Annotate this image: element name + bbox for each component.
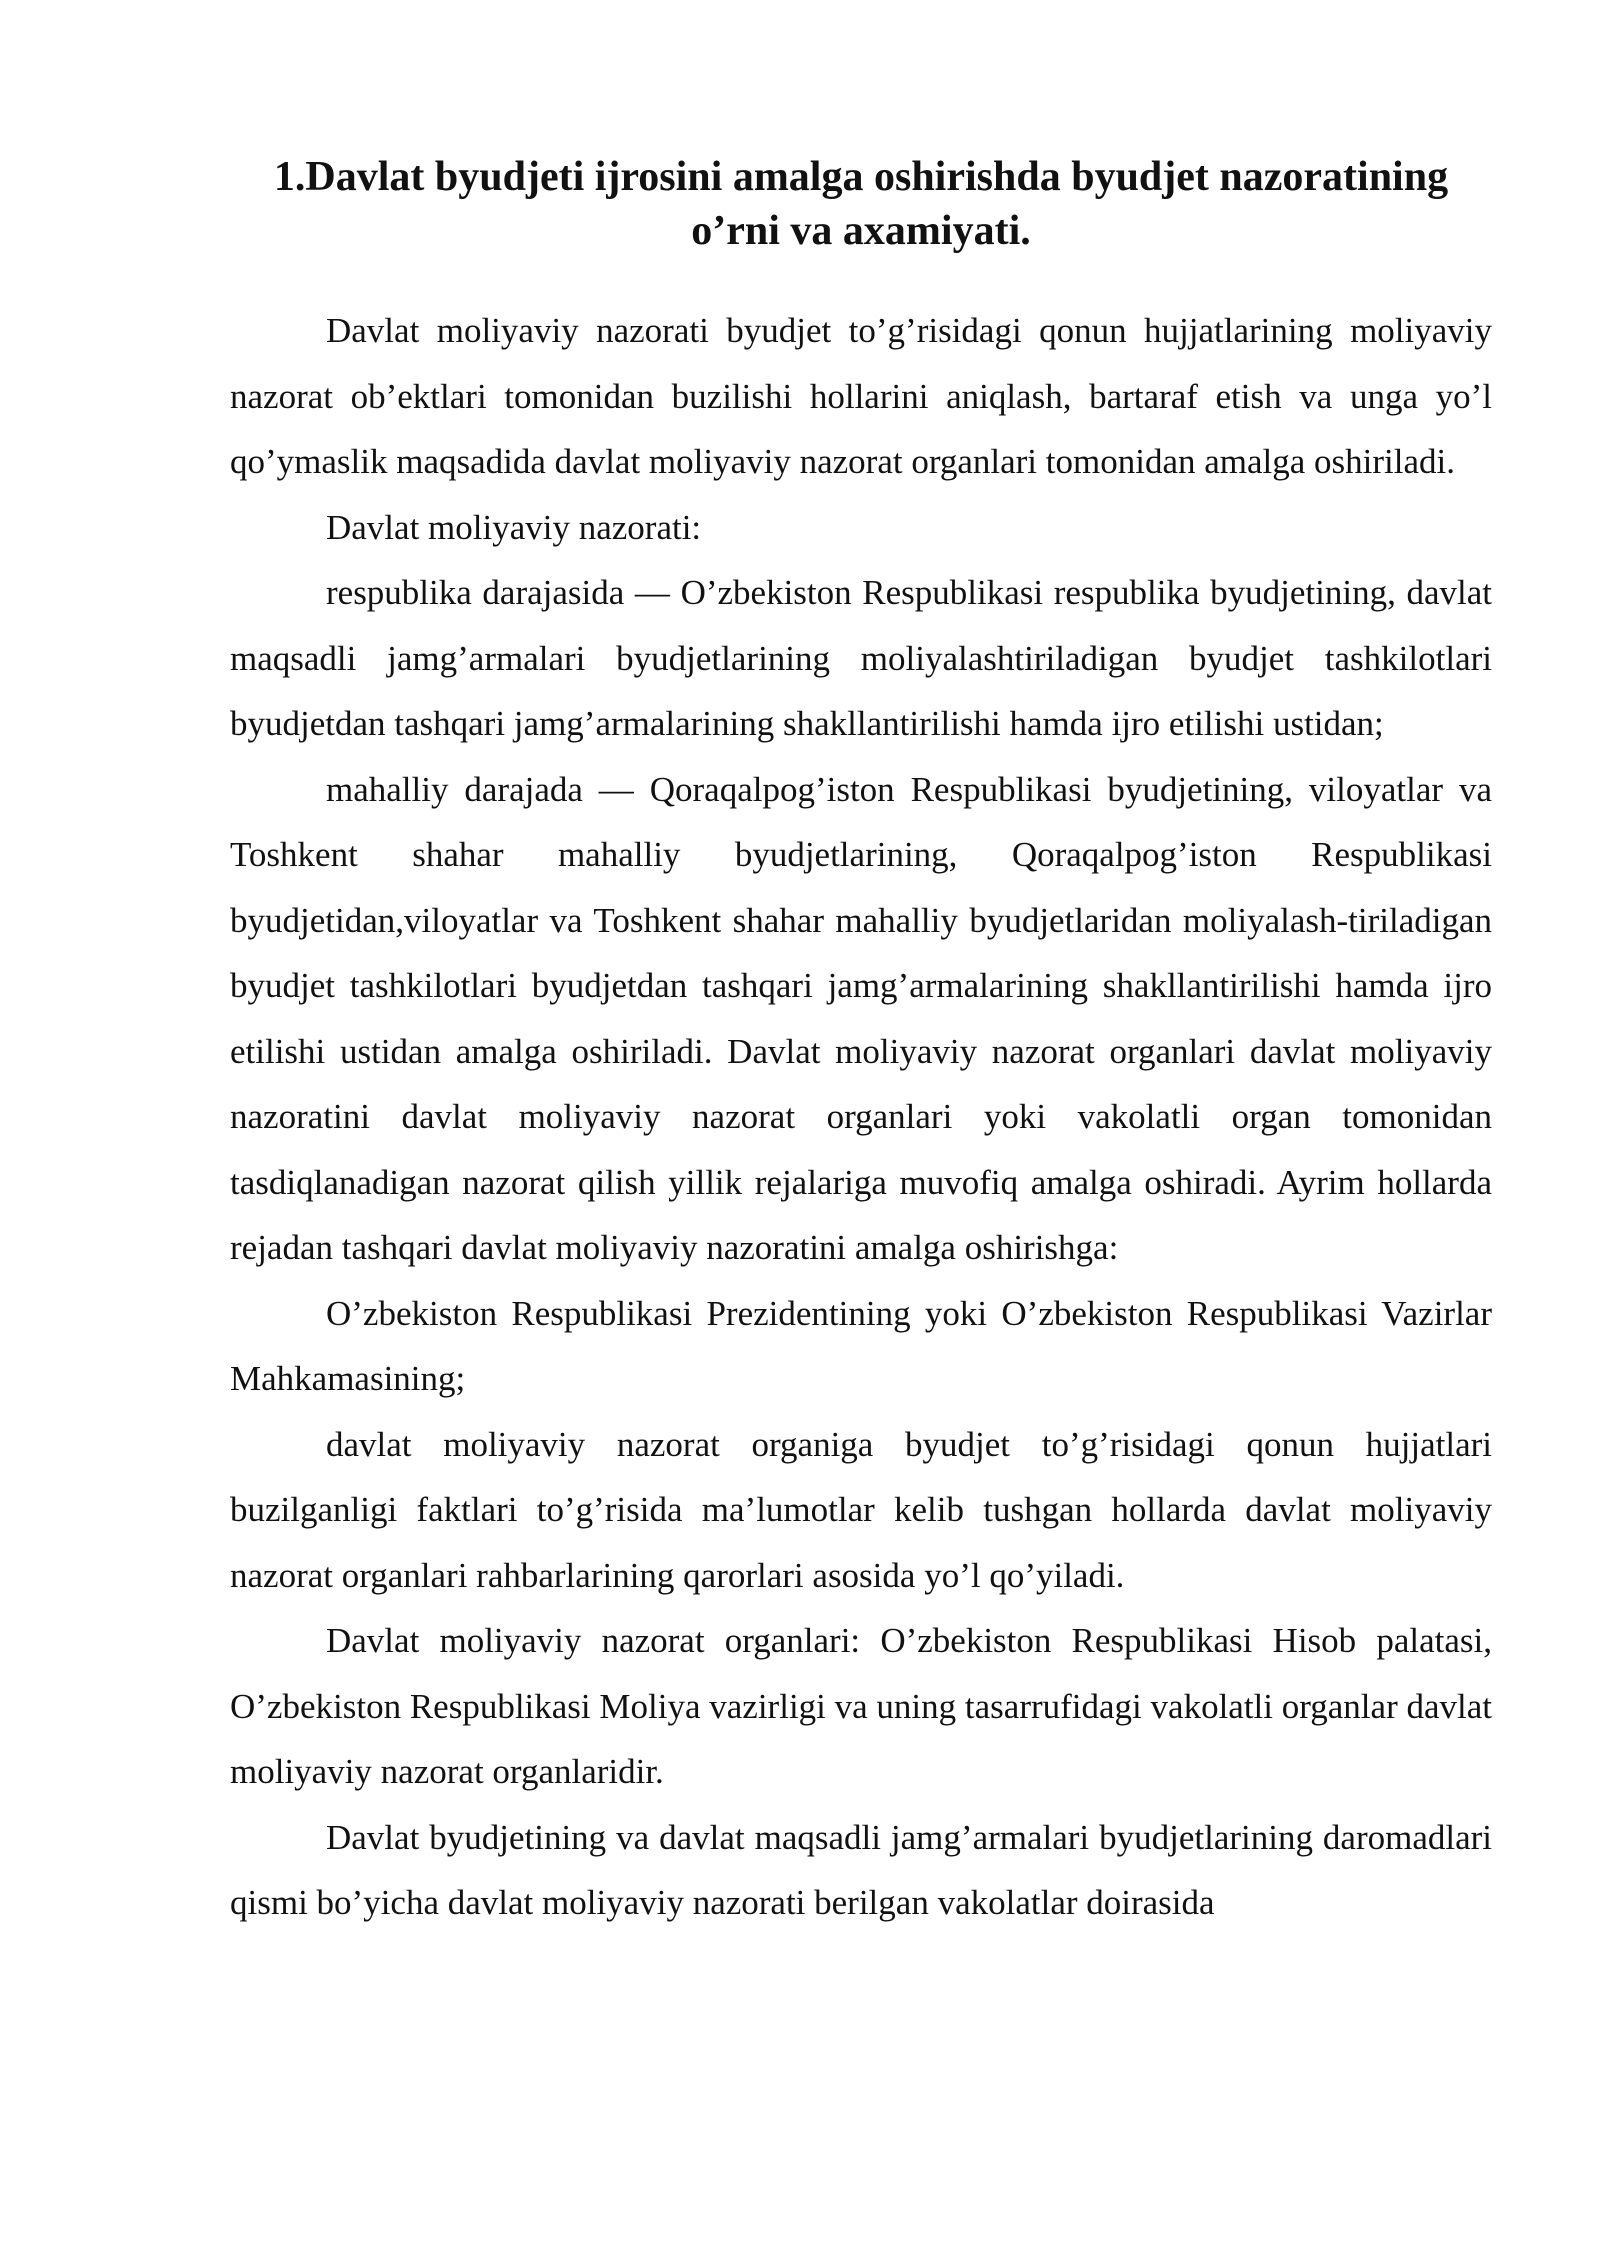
heading-line-2: o’rni va axamiyati. <box>691 208 1031 254</box>
paragraph-control-bodies: Davlat moliyaviy nazorat organlari: O’zbekiston Respublikasi Hisob palatasi, O’zbekiston Respublikasi Moliya vazirligi va uning tasarrufidagi vakolatli organlar davlat moliyaviy nazorat organlaridir. <box>230 1621 1492 1791</box>
paragraph-revenue-control: Davlat byudjetining va davlat maqsadli jamg’armalari byudjetlarining daromadlari qismi bo’yicha davlat moliyaviy nazorati berilgan vakolatlar doirasida <box>230 1817 1492 1922</box>
paragraph-republic-level: respublika darajasida — O’zbekiston Respublikasi respublika byudjetining, davlat maqsadli jamg’armalari byudjetlarining moliyalashtiriladigan byudjet tashkilotlari byudjetdan tashqari jamg’armalarining shakllantirilishi hamda ijro etilishi ustidan; <box>230 573 1492 743</box>
paragraph-purpose: Davlat moliyaviy nazorati byudjet to’g’risidagi qonun hujjatlarining moliyaviy nazorat ob’ektlari tomonidan buzilishi hollarini aniqlash, bartaraf etish va unga yo’l qo’ymaslik maqsadida davlat moliyaviy nazorat organlari tomonidan amalga oshiriladi. <box>230 311 1492 481</box>
paragraph-control-intro: Davlat moliyaviy nazorati: <box>326 507 702 547</box>
paragraph-local-level: mahalliy darajada — Qoraqalpog’iston Respublikasi byudjetining, viloyatlar va Toshkent shahar mahalliy byudjetlarining, Qoraqalpog’iston Respublikasi byudjetidan,viloyatlar va Toshkent shahar mahalliy byudjetlaridan moliyalash-tiriladigan byudjet tashkilotlari byudjetdan tashqari jamg’armalarining shakllantirilishi hamda ijro etilishi ustidan amalga oshiriladi. Davlat moliyaviy nazorat organlari davlat moliyaviy nazoratini davlat moliyaviy nazorat organlari yoki vakolatli organ tomonidan tasdiqlanadigan nazorat qilish yillik rejalariga muvofiq amalga oshiradi. Ayrim hollarda rejadan tashqari davlat moliyaviy nazoratini amalga oshirishga: <box>230 769 1492 1267</box>
heading-line-1: 1.Davlat byudjeti ijrosini amalga oshirishda byudjet nazoratining <box>273 154 1449 200</box>
paragraph-violations: davlat moliyaviy nazorat organiga byudjet to’g’risidagi qonun hujjatlari buzilganligi faktlari to’g’risida ma’lumotlar kelib tushgan hollarda davlat moliyaviy nazorat organlari rahbarlarining qarorlari asosida yo’l qo’yiladi. <box>230 1424 1492 1595</box>
paragraph-president-cabinet: O’zbekiston Respublikasi Prezidentining yoki O’zbekiston Respublikasi Vazirlar Mahkamasining; <box>230 1293 1492 1398</box>
document-heading <box>230 150 1492 258</box>
document-page <box>230 150 1492 1936</box>
